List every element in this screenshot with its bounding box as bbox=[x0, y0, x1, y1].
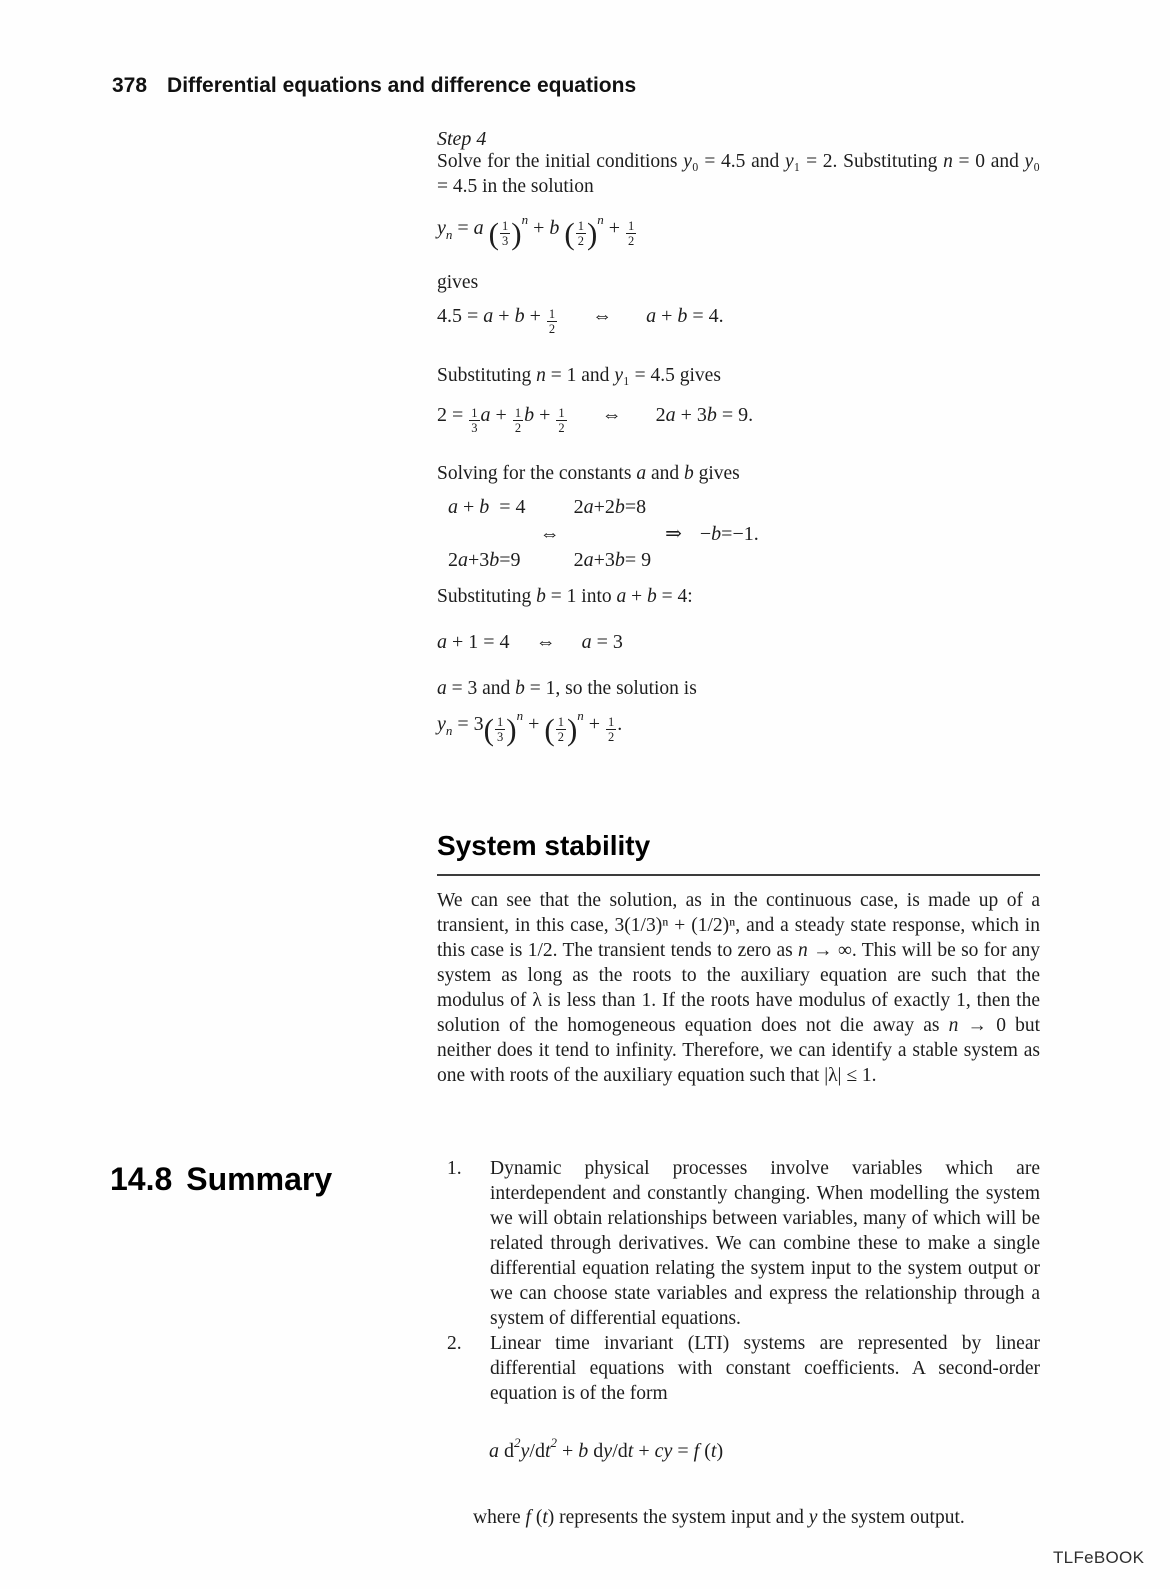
list-item-text: Dynamic physical processes involve variables which are interdependent and constantly changing. When modelling the system we will obtain relationships between variables, many of which will be related through derivatives. We can combine these to make a single differential equation relating the system input to the system output or we can choose state variables and express the relationship through a system of differential equations. bbox=[490, 1158, 1040, 1329]
equation-2a-3b-left: 2a+3b=9 bbox=[448, 549, 521, 571]
list-item-number: 1. bbox=[447, 1158, 462, 1179]
section-heading-system-stability: System stability bbox=[437, 829, 1040, 876]
paragraph-solving-constants: Solving for the constants a and b gives bbox=[437, 463, 740, 484]
paragraph-substituting-n1: Substituting n = 1 and y₁ = 4.5 gives bbox=[437, 365, 721, 386]
section-heading-summary bbox=[110, 1161, 332, 1198]
equation-n1-substitution: 2 = $\frac{1}{3}$ a + $\frac{1}{2}$ b + $\frac{1}{2}$ ⇔ 2a + 3b = 9. bbox=[437, 404, 754, 435]
equation-general-solution: $y_n = a$ ( $\frac{1}{3}$ )$^n$ + b ( $\frac{1}{2}$ )$^n$ + $\frac{1}{2}$ bbox=[437, 212, 635, 251]
paragraph-initial-conditions: Solve for the initial conditions y₀ = 4.5 and y₁ = 2. Substituting n = 0 and y₀ = 4.5 in the solution bbox=[437, 151, 1041, 197]
equation-final-solution: $y_n = 3$( $\frac{1}{3}$ )$^n$ + ( $\frac{1}{2}$ )$^n$ + $\frac{1}{2}$ . bbox=[437, 708, 623, 747]
equation-result-b: −b=−1. bbox=[699, 522, 759, 545]
list-item-number: 2. bbox=[447, 1333, 462, 1354]
equation-a-plus-1: a + 1 = 4 ⇔ a = 3 bbox=[437, 631, 623, 653]
list-item bbox=[437, 1156, 1040, 1331]
watermark-tlfebook: TLFeBOOK bbox=[1053, 1548, 1145, 1567]
equation-n0-substitution: 4.5 = a + b + $\frac{1}{2}$ ⇔ a + b = 4. bbox=[437, 305, 724, 336]
equation-2a-3b-middle: 2a+3b= 9 bbox=[573, 549, 652, 571]
equation-second-order-ode: a $d^2y/dt^2 + b$ dy/dt + cy = f (t) bbox=[489, 1435, 724, 1462]
list-item bbox=[437, 1331, 1040, 1406]
paragraph-system-stability: We can see that the solution, as in the continuous case, is made up of a transient, in this case, 3(1/3)ⁿ + (1/2)ⁿ, and a steady state response, which in this case is 1/2. The transient tends to zero as n → ∞. This will be so for any system as long as the roots to the auxiliary equation are such that the modulus of λ is less than 1. If the roots have modulus of exactly 1, then the solution of the homogeneous equation does not die away as n → 0 but neither does it tend to infinity. Therefore, we can identify a stable system as one with roots of the auxiliary equation such that |λ| ≤ 1. bbox=[437, 890, 1040, 1086]
summary-section-number: 14.8 bbox=[110, 1161, 173, 1197]
iff-arrow-icon: ⇔ bbox=[539, 522, 560, 545]
equation-a-plus-b: a + b = 4 bbox=[448, 496, 526, 518]
simultaneous-equations bbox=[448, 494, 759, 574]
running-head bbox=[112, 74, 636, 98]
paragraph-a3-b1: a = 3 and b = 1, so the solution is bbox=[437, 678, 697, 699]
list-item-text: Linear time invariant (LTI) systems are represented by linear differential equations with constant coefficients. A second-order equation is of the form bbox=[490, 1333, 1040, 1404]
paragraph-where-ft: where f (t) represents the system input and y the system output. bbox=[473, 1506, 965, 1528]
summary-list bbox=[437, 1156, 1040, 1406]
equation-pair-left bbox=[448, 494, 526, 574]
chapter-title: Differential equations and difference equations bbox=[167, 74, 637, 97]
equation-pair-middle bbox=[574, 494, 652, 574]
paragraph-gives: gives bbox=[437, 272, 479, 293]
implies-arrow-icon: ⇒ bbox=[665, 522, 682, 545]
equation-2a-2b: 2a+2b=8 bbox=[573, 496, 647, 518]
step-label: Step 4 bbox=[437, 128, 487, 150]
paragraph-substituting-b: Substituting b = 1 into a + b = 4: bbox=[437, 586, 693, 607]
summary-section-title: Summary bbox=[186, 1161, 333, 1197]
page-number: 378 bbox=[112, 74, 148, 97]
